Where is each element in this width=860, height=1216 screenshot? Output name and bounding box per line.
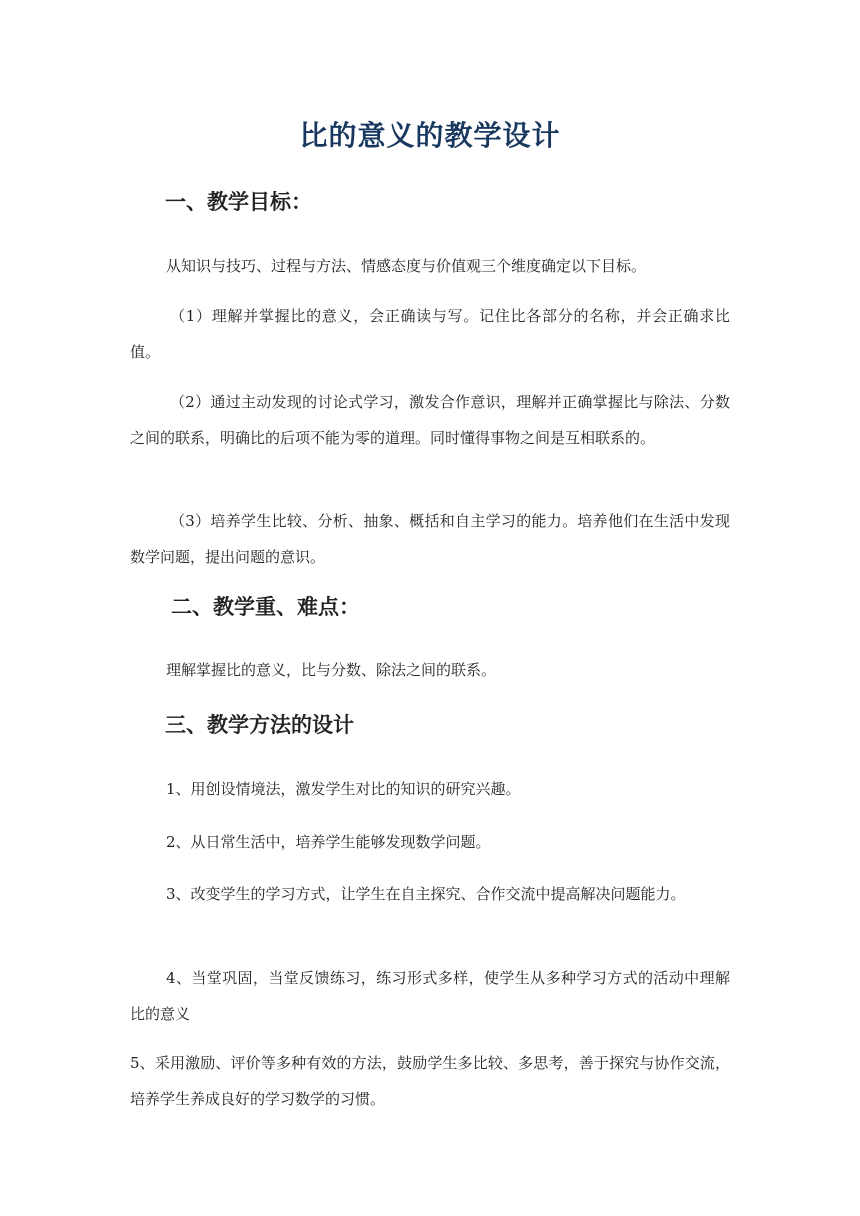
paragraph-objective-3: （3）培养学生比较、分析、抽象、概括和自主学习的能力。培养他们在生活中发现数学问题，提出问题的意识。 bbox=[130, 512, 730, 566]
paragraph-key-points: 理解掌握比的意义，比与分数、除法之间的联系。 bbox=[166, 661, 497, 679]
document-title: 比的意义的教学设计 bbox=[299, 119, 561, 152]
paragraph-method-1: 1、用创设情境法，激发学生对比的知识的研究兴趣。 bbox=[166, 780, 521, 798]
paragraph-method-5: 5、采用激励、评价等多种有效的方法，鼓励学生多比较、多思考，善于探究与协作交流，培养学生养成良好的学习数学的习惯。 bbox=[130, 1054, 730, 1108]
section-heading-methods: 三、教学方法的设计 bbox=[165, 712, 354, 737]
paragraph-objective-1: （1）理解并掌握比的意义，会正确读与写。记住比各部分的名称，并会正确求比值。 bbox=[130, 307, 730, 361]
paragraph-objective-2: （2）通过主动发现的讨论式学习，激发合作意识，理解并正确掌握比与除法、分数之间的联系，明确比的后项不能为零的道理。同时懂得事物之间是互相联系的。 bbox=[130, 393, 730, 447]
paragraph-method-4: 4、当堂巩固，当堂反馈练习，练习形式多样，使学生从多种学习方式的活动中理解比的意义 bbox=[130, 969, 730, 1023]
section-heading-objectives: 一、教学目标： bbox=[165, 189, 312, 214]
paragraph-method-3: 3、改变学生的学习方式，让学生在自主探究、合作交流中提高解决问题能力。 bbox=[166, 885, 686, 903]
paragraph-objectives-intro: 从知识与技巧、过程与方法、情感态度与价值观三个维度确定以下目标。 bbox=[166, 257, 647, 275]
section-heading-key-points: 二、教学重、难点： bbox=[171, 594, 360, 619]
paragraph-method-2: 2、从日常生活中，培养学生能够发现数学问题。 bbox=[166, 833, 491, 851]
